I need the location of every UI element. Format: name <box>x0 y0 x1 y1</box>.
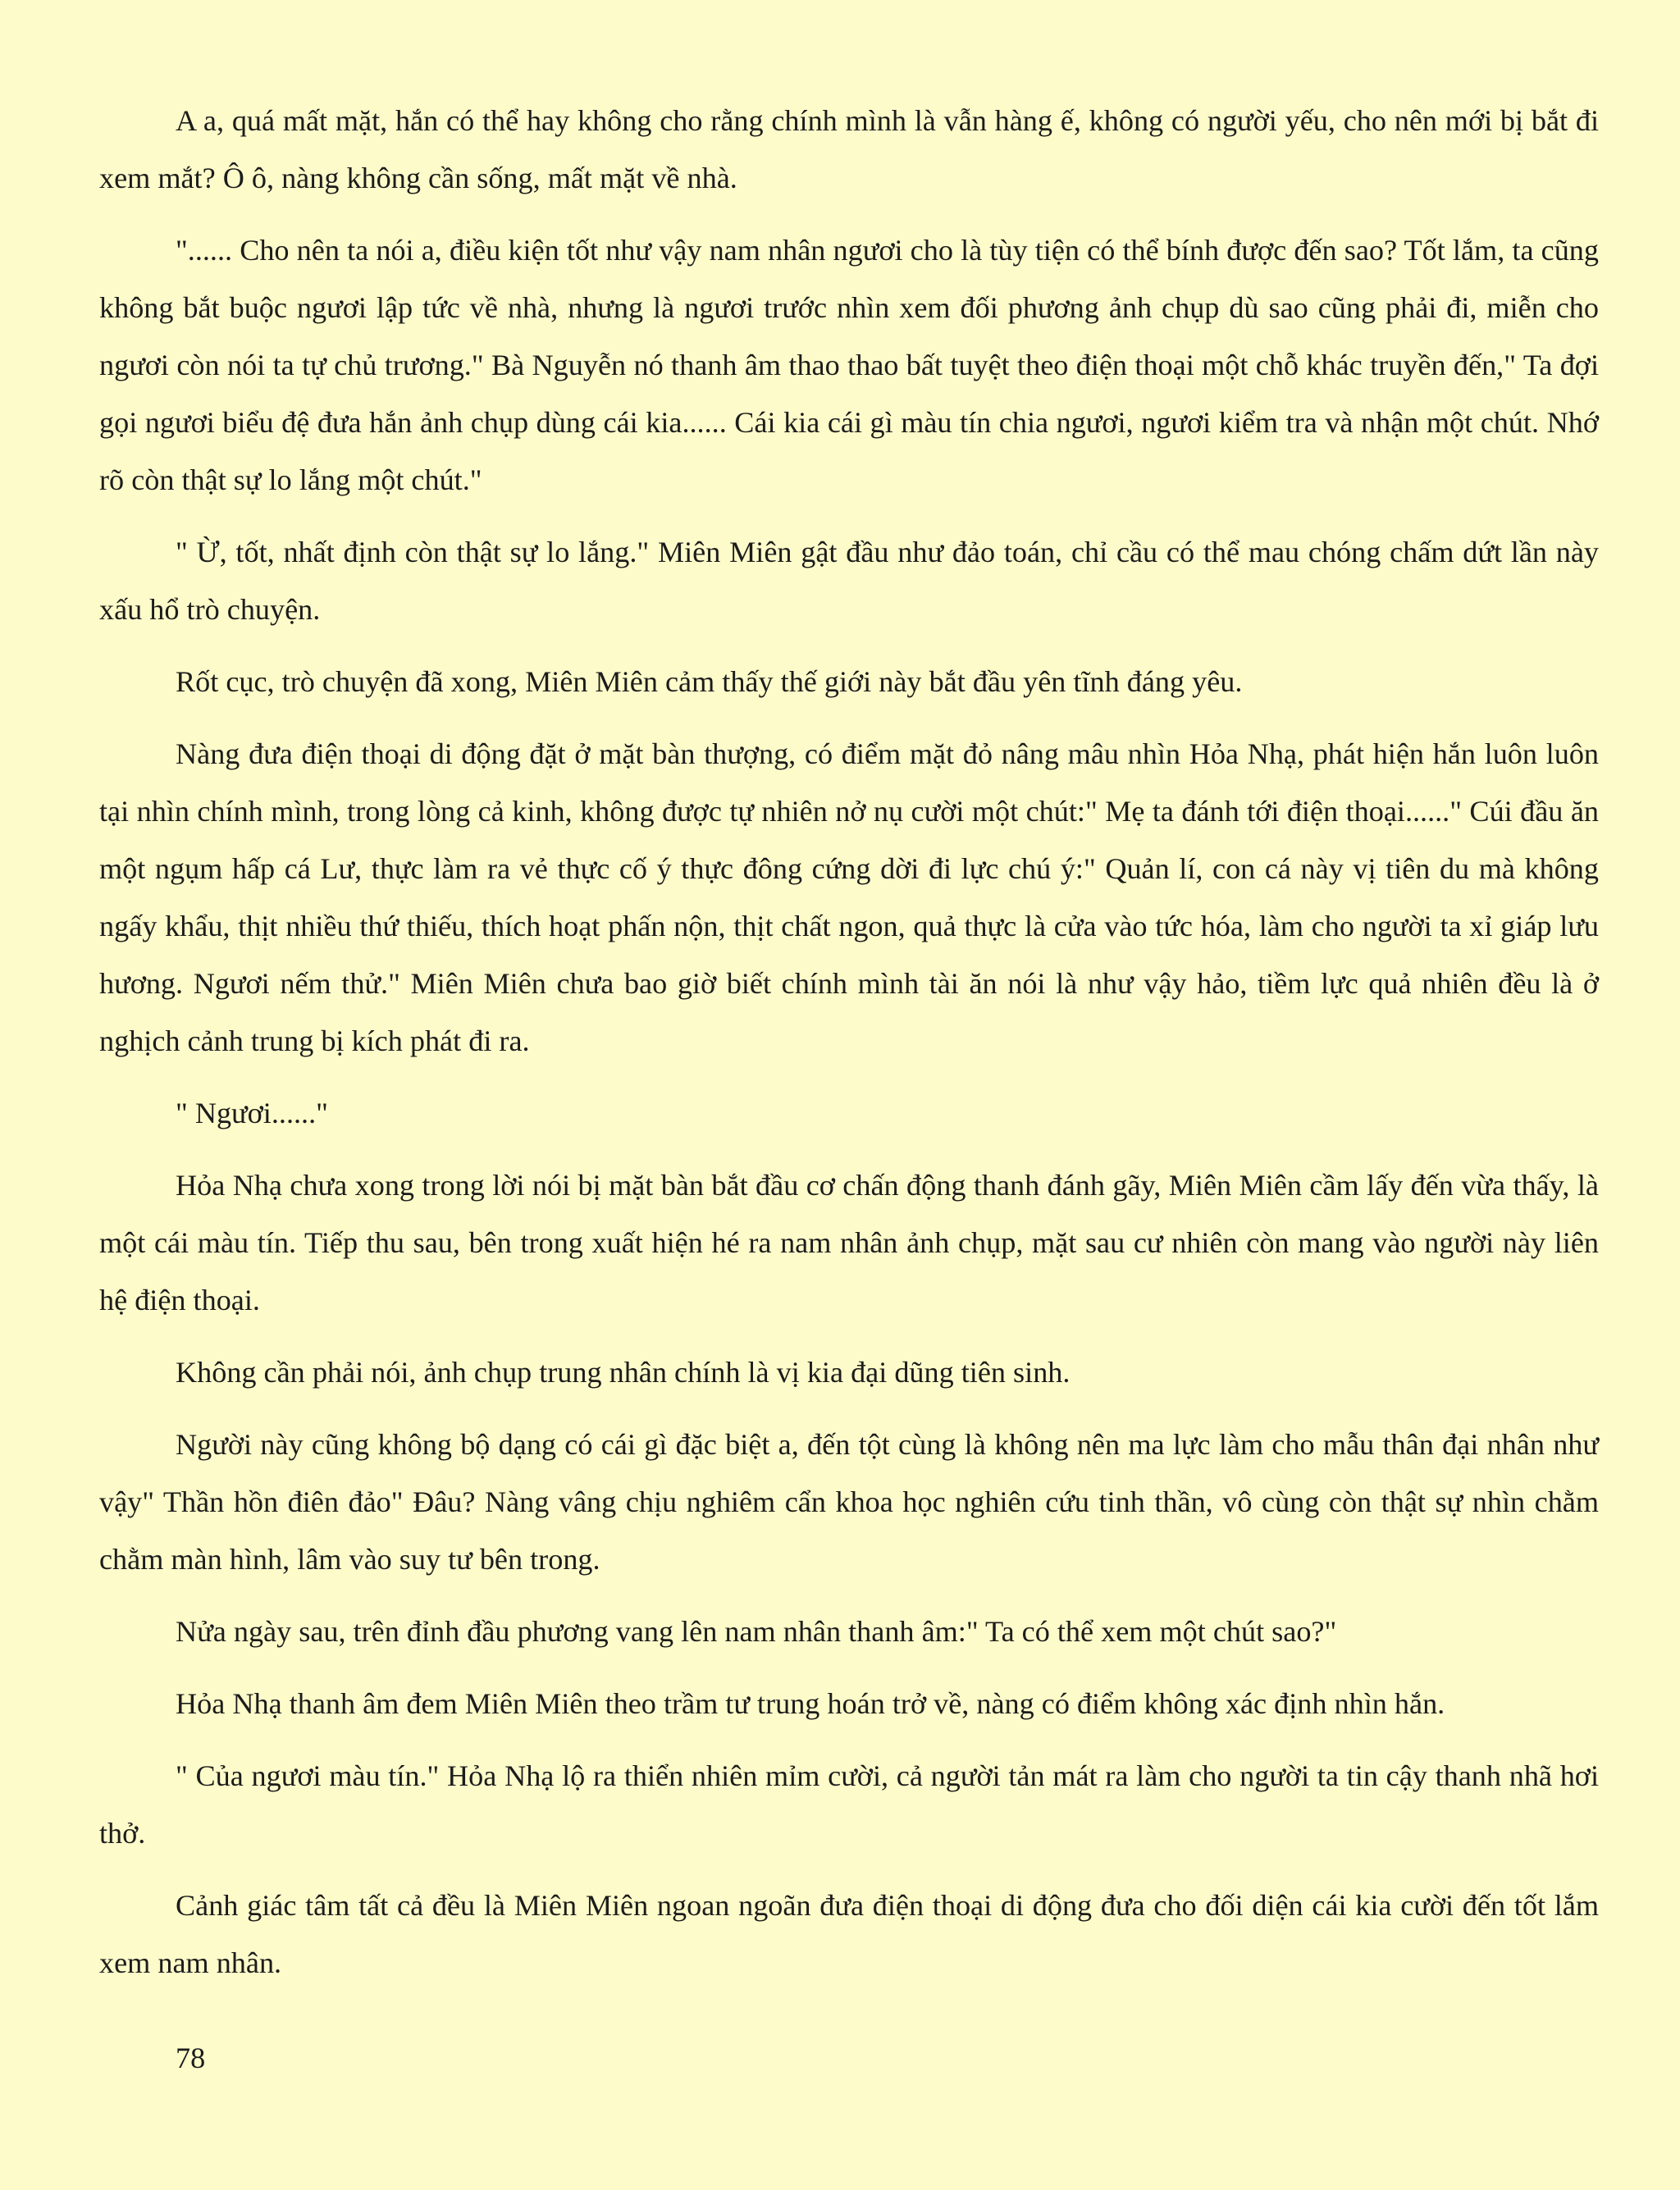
paragraph: A a, quá mất mặt, hắn có thể hay không cho rằng chính mình là vẫn hàng ế, không có người yếu, cho nên mới bị bắt đi xem mắt? Ô ô, nàng không cần sống, mất mặt về nhà. <box>99 104 1599 194</box>
paragraph: Nàng đưa điện thoại di động đặt ở mặt bàn thượng, có điểm mặt đỏ nâng mâu nhìn Hỏa Nhạ, phát hiện hắn luôn luôn tại nhìn chính mình, trong lòng cả kinh, không được tự nhiên nở nụ cười một chút:" Mẹ ta đánh tới điện thoại......" Cúi đầu ăn một ngụm hấp cá Lư, thực làm ra vẻ thực cố ý thực đông cứng dời đi lực chú ý:" Quản lí, con cá này vị tiên du mà không ngấy khẩu, thịt nhiều thứ thiếu, thích hoạt phấn nộn, thịt chất ngon, quả thực là cửa vào tức hóa, làm cho người ta xỉ giáp lưu hương. Ngươi nếm thử." Miên Miên chưa bao giờ biết chính mình tài ăn nói là như vậy hảo, tiềm lực quả nhiên đều là ở nghịch cảnh trung bị kích phát đi ra. <box>99 737 1599 1057</box>
paragraph: Hỏa Nhạ chưa xong trong lời nói bị mặt bàn bắt đầu cơ chấn động thanh đánh gãy, Miên Miên cầm lấy đến vừa thấy, là một cái màu tín. Tiếp thu sau, bên trong xuất hiện hé ra nam nhân ảnh chụp, mặt sau cư nhiên còn mang vào người này liên hệ điện thoại. <box>99 1169 1599 1316</box>
paragraph: Người này cũng không bộ dạng có cái gì đặc biệt a, đến tột cùng là không nên ma lực làm cho mẫu thân đại nhân như vậy" Thần hồn điên đảo" Đâu? Nàng vâng chịu nghiêm cẩn khoa học nghiên cứu tinh thần, vô cùng còn thật sự nhìn chằm chằm màn hình, lâm vào suy tư bên trong. <box>99 1428 1599 1576</box>
document-body <box>99 92 1599 2006</box>
paragraph: " Của ngươi màu tín." Hỏa Nhạ lộ ra thiển nhiên mỉm cười, cả người tản mát ra làm cho người ta tin cậy thanh nhã hơi thở. <box>99 1759 1599 1850</box>
paragraph: " Ngươi......" <box>176 1097 328 1129</box>
paragraph: Cảnh giác tâm tất cả đều là Miên Miên ngoan ngoãn đưa điện thoại di động đưa cho đối diện cái kia cười đến tốt lắm xem nam nhân. <box>99 1889 1599 1979</box>
paragraph: Hỏa Nhạ thanh âm đem Miên Miên theo trầm tư trung hoán trở về, nàng có điểm không xác định nhìn hắn. <box>176 1687 1445 1720</box>
paragraph: "...... Cho nên ta nói a, điều kiện tốt như vậy nam nhân ngươi cho là tùy tiện có thể bính được đến sao? Tốt lắm, ta cũng không bắt buộc ngươi lập tức về nhà, nhưng là ngươi trước nhìn xem đối phương ảnh chụp dù sao cũng phải đi, miễn cho ngươi còn nói ta tự chủ trương." Bà Nguyễn nó thanh âm thao thao bất tuyệt theo điện thoại một chỗ khác truyền đến," Ta đợi gọi ngươi biểu đệ đưa hắn ảnh chụp dùng cái kia...... Cái kia cái gì màu tín chia ngươi, ngươi kiểm tra và nhận một chút. Nhớ rõ còn thật sự lo lắng một chút." <box>99 234 1599 496</box>
page-number: 78 <box>176 2042 206 2074</box>
paragraph: " Ừ, tốt, nhất định còn thật sự lo lắng." Miên Miên gật đầu như đảo toán, chỉ cầu có thể mau chóng chấm dứt lần này xấu hổ trò chuyện. <box>99 536 1599 626</box>
paragraph: Không cần phải nói, ảnh chụp trung nhân chính là vị kia đại dũng tiên sinh. <box>176 1356 1071 1389</box>
paragraph: Nửa ngày sau, trên đỉnh đầu phương vang lên nam nhân thanh âm:" Ta có thể xem một chút sao?" <box>176 1615 1337 1648</box>
paragraph: Rốt cục, trò chuyện đã xong, Miên Miên cảm thấy thế giới này bắt đầu yên tĩnh đáng yêu. <box>176 665 1243 698</box>
